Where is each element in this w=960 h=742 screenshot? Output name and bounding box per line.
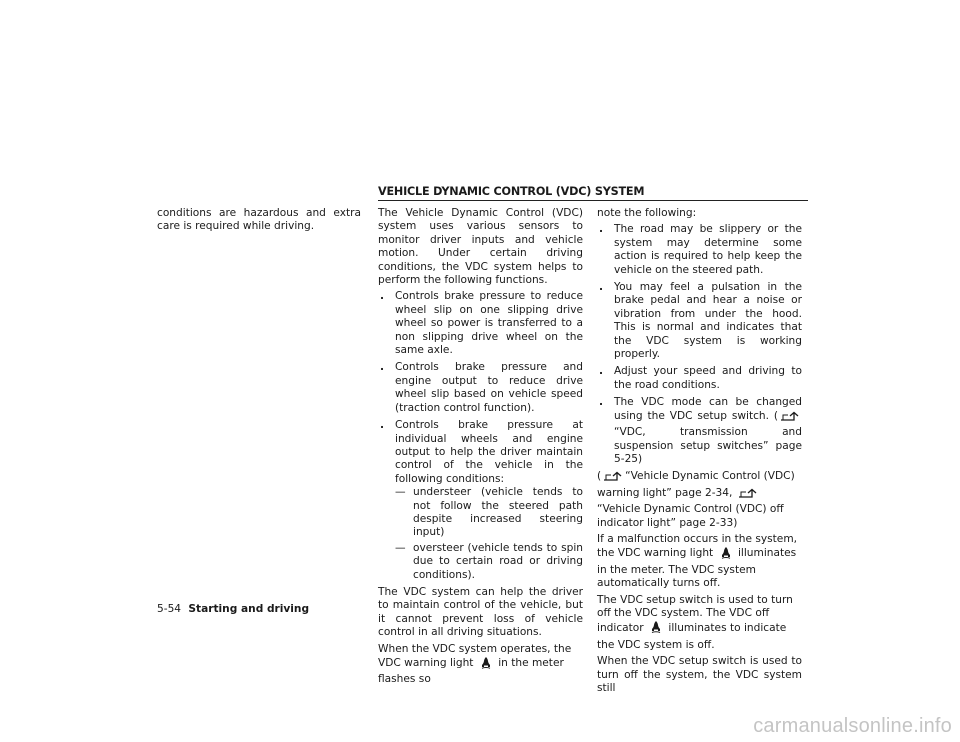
list-item: . Adjust your speed and driving to the road conditions. xyxy=(599,365,802,391)
reference-arrow-icon xyxy=(603,471,623,486)
list-item: . Controls brake pressure to reduce wheel slip on one slipping drive wheel so power is transferred to a non slipping drive wheel on the same axle. xyxy=(380,290,583,357)
condition-sublist xyxy=(395,486,583,582)
watermark: carmanualsonline.info xyxy=(753,715,952,737)
paragraph: When the VDC system operates, the VDC warning light in the meter flashes so xyxy=(378,642,572,686)
section-name: Starting and driving xyxy=(188,603,310,615)
page-number: 5-54 xyxy=(157,603,182,615)
paragraph: If a malfunction occurs in the system, the VDC warning light illuminates in the meter. The VDC system automatically turns off. xyxy=(597,532,798,590)
sublist-item: — oversteer (vehicle tends to spin due to certain road or driving conditions). xyxy=(395,541,583,581)
column-left xyxy=(157,207,361,237)
paragraph: When the VDC setup switch is used to turn off the system, the VDC system still xyxy=(597,655,802,694)
list-item: . The road may be slippery or the system may determine some action is required to help keep the vehicle on the steered path. xyxy=(599,223,802,276)
note-list xyxy=(597,223,802,466)
vdc-warning-light-icon xyxy=(719,546,733,563)
list-item: . Controls brake pressure at individual wheels and engine output to help the driver maintain control of the vehicle in the following conditions: — understeer (vehicle tends to not follow the steered path despite increased steering input) — oversteer (vehicle tends to spin due to certain road or driving conditions). xyxy=(380,419,583,581)
intro-paragraph: The Vehicle Dynamic Control (VDC) system uses various sensors to monitor driver inputs and vehicle motion. Under certain driving conditions, the VDC system helps to perform the following functions. xyxy=(378,207,583,287)
sublist-item: — understeer (vehicle tends to not follow the steered path despite increased steering input) xyxy=(395,486,583,539)
column-middle xyxy=(378,207,583,690)
function-list xyxy=(378,290,583,582)
list-item: . The VDC mode can be changed using the VDC setup switch. (“VDC, transmission and suspension setup switches” page 5-25) xyxy=(599,396,802,465)
paragraph: The VDC setup switch is used to turn off the VDC system. The VDC off indicator illuminates to indicate the VDC system is off. xyxy=(597,593,793,651)
reference-paragraph: ( “Vehicle Dynamic Control (VDC) warning light” page 2-34, “Vehicle Dynamic Control (VDC) off indicator light” page 2-33) xyxy=(597,470,795,529)
column-right xyxy=(597,207,802,698)
list-item: . Controls brake pressure and engine output to reduce drive wheel slip based on vehicle speed (traction control function). xyxy=(380,361,583,414)
vdc-warning-light-icon xyxy=(479,656,493,673)
section-heading: VEHICLE DYNAMIC CONTROL (VDC) SYSTEM xyxy=(378,185,808,201)
reference-arrow-icon xyxy=(738,488,758,503)
paragraph-continued: conditions are hazardous and extra care is required while driving. xyxy=(157,207,361,233)
paragraph: The VDC system can help the driver to maintain control of the vehicle, but it cannot prevent loss of vehicle control in all driving situations. xyxy=(378,585,583,639)
reference-arrow-icon xyxy=(780,411,800,426)
vdc-off-indicator-icon xyxy=(649,620,663,638)
lead-text: note the following: xyxy=(597,207,697,219)
page-footer xyxy=(157,603,309,615)
list-item: . You may feel a pulsation in the brake pedal and hear a noise or vibration from under the hood. This is normal and indicates that the VDC system is working properly. xyxy=(599,281,802,361)
